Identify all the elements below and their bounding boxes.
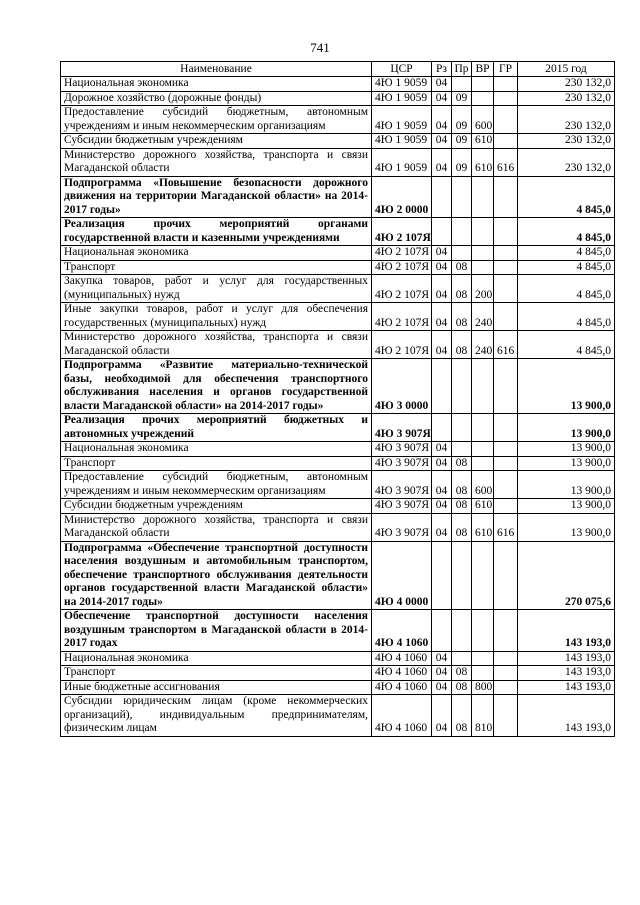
table-row: [61, 331, 615, 359]
header-sum: 2015 год: [518, 62, 615, 77]
cell-rz: 04: [432, 499, 452, 514]
cell-name: Иные бюджетные ассигнования: [61, 680, 372, 695]
page-number: 741: [310, 40, 330, 55]
cell-name: Подпрограмма «Обеспечение транспортной доступности населения воздушным и автомобильным транспортом, обеспечение транспортного обслуживания деятельности органов государственной власти Магаданской области» на 2014-2017 годы»: [61, 541, 372, 610]
cell-sum: 230 132,0: [518, 134, 615, 149]
cell-rz: 04: [432, 303, 452, 331]
cell-pr: [452, 246, 472, 261]
cell-csr: 4Ю 3 907Я: [372, 456, 432, 471]
cell-pr: 08: [452, 331, 472, 359]
table-row: [61, 651, 615, 666]
cell-gr: [494, 695, 518, 737]
cell-csr: 4Ю 4 1060: [372, 666, 432, 681]
table-row: [61, 666, 615, 681]
cell-rz: 04: [432, 246, 452, 261]
cell-rz: 04: [432, 260, 452, 275]
cell-csr: 4Ю 3 0000: [372, 359, 432, 414]
cell-name: Транспорт: [61, 666, 372, 681]
cell-gr: [494, 176, 518, 218]
cell-csr: 4Ю 2 107Я: [372, 275, 432, 303]
header-gr: ГР: [494, 62, 518, 77]
cell-name: Министерство дорожного хозяйства, транспорта и связи Магаданской области: [61, 331, 372, 359]
cell-vr: 610: [472, 513, 494, 541]
table-row: [61, 513, 615, 541]
cell-gr: 616: [494, 513, 518, 541]
cell-pr: [452, 176, 472, 218]
cell-vr: 600: [472, 106, 494, 134]
table-row: [61, 91, 615, 106]
cell-gr: [494, 442, 518, 457]
cell-sum: 13 900,0: [518, 414, 615, 442]
cell-sum: 143 193,0: [518, 651, 615, 666]
cell-vr: 610: [472, 134, 494, 149]
cell-csr: 4Ю 2 107Я: [372, 331, 432, 359]
table-row: [61, 695, 615, 737]
table-row: [61, 77, 615, 92]
cell-vr: 800: [472, 680, 494, 695]
cell-pr: [452, 541, 472, 610]
cell-gr: [494, 499, 518, 514]
cell-gr: [494, 77, 518, 92]
cell-name: Обеспечение транспортной доступности населения воздушным транспортом в Магаданской области в 2014- 2017 годах: [61, 610, 372, 652]
cell-gr: [494, 91, 518, 106]
cell-vr: [472, 651, 494, 666]
cell-vr: [472, 610, 494, 652]
cell-rz: [432, 610, 452, 652]
cell-gr: [494, 218, 518, 246]
cell-vr: [472, 414, 494, 442]
cell-vr: [472, 442, 494, 457]
cell-pr: 08: [452, 695, 472, 737]
cell-vr: [472, 359, 494, 414]
cell-csr: 4Ю 4 1060: [372, 610, 432, 652]
cell-sum: 143 193,0: [518, 610, 615, 652]
table-row: [61, 148, 615, 176]
cell-rz: [432, 359, 452, 414]
cell-sum: 270 075,6: [518, 541, 615, 610]
cell-pr: 09: [452, 148, 472, 176]
cell-sum: 13 900,0: [518, 359, 615, 414]
cell-pr: 08: [452, 456, 472, 471]
cell-gr: [494, 610, 518, 652]
cell-name: Предоставление субсидий бюджетным, автономным учреждениям и иным некоммерческим организациям: [61, 106, 372, 134]
table-row: [61, 275, 615, 303]
cell-pr: [452, 610, 472, 652]
cell-name: Министерство дорожного хозяйства, транспорта и связи Магаданской области: [61, 148, 372, 176]
cell-rz: 04: [432, 442, 452, 457]
table-row: [61, 442, 615, 457]
cell-gr: [494, 260, 518, 275]
table-row: [61, 106, 615, 134]
cell-name: Реализация прочих мероприятий бюджетных и автономных учреждений: [61, 414, 372, 442]
cell-pr: 09: [452, 91, 472, 106]
cell-gr: [494, 471, 518, 499]
cell-sum: 4 845,0: [518, 260, 615, 275]
cell-vr: [472, 91, 494, 106]
cell-rz: 04: [432, 651, 452, 666]
cell-gr: [494, 303, 518, 331]
cell-csr: 4Ю 4 1060: [372, 651, 432, 666]
cell-name: Закупка товаров, работ и услуг для государственных (муниципальных) нужд: [61, 275, 372, 303]
cell-csr: 4Ю 3 907Я: [372, 471, 432, 499]
cell-gr: [494, 651, 518, 666]
cell-pr: 08: [452, 680, 472, 695]
cell-rz: 04: [432, 331, 452, 359]
cell-sum: 230 132,0: [518, 77, 615, 92]
cell-vr: [472, 456, 494, 471]
cell-sum: 230 132,0: [518, 148, 615, 176]
cell-rz: 04: [432, 666, 452, 681]
cell-gr: [494, 275, 518, 303]
cell-rz: 04: [432, 456, 452, 471]
cell-pr: 08: [452, 275, 472, 303]
cell-name: Подпрограмма «Развитие материально-технической базы, необходимой для обеспечения транспортного обслуживания населения и органов государственной власти Магаданской области» на 2014-2017 годы»: [61, 359, 372, 414]
table-row: [61, 134, 615, 149]
cell-gr: [494, 680, 518, 695]
cell-pr: 08: [452, 471, 472, 499]
table-row: [61, 499, 615, 514]
cell-name: Реализация прочих мероприятий органами государственной власти и казенными учреждениями: [61, 218, 372, 246]
cell-csr: 4Ю 1 9059: [372, 77, 432, 92]
cell-pr: 08: [452, 513, 472, 541]
cell-sum: 230 132,0: [518, 91, 615, 106]
table-row: [61, 680, 615, 695]
cell-gr: [494, 106, 518, 134]
table-header-row: [61, 62, 615, 77]
cell-sum: 13 900,0: [518, 471, 615, 499]
cell-pr: [452, 442, 472, 457]
cell-csr: 4Ю 4 0000: [372, 541, 432, 610]
cell-pr: 09: [452, 106, 472, 134]
table-body: [61, 77, 615, 737]
cell-pr: 08: [452, 499, 472, 514]
cell-gr: [494, 246, 518, 261]
header-pr: Пр: [452, 62, 472, 77]
cell-sum: 143 193,0: [518, 666, 615, 681]
cell-csr: 4Ю 2 107Я: [372, 246, 432, 261]
cell-vr: [472, 246, 494, 261]
table-row: [61, 471, 615, 499]
cell-rz: [432, 414, 452, 442]
cell-rz: 04: [432, 680, 452, 695]
cell-pr: 08: [452, 666, 472, 681]
cell-csr: 4Ю 1 9059: [372, 106, 432, 134]
cell-csr: 4Ю 1 9059: [372, 91, 432, 106]
table-row: [61, 359, 615, 414]
cell-pr: [452, 218, 472, 246]
cell-csr: 4Ю 2 107Я: [372, 303, 432, 331]
cell-rz: 04: [432, 106, 452, 134]
cell-csr: 4Ю 1 9059: [372, 134, 432, 149]
cell-name: Транспорт: [61, 260, 372, 275]
cell-vr: [472, 77, 494, 92]
cell-name: Субсидии юридическим лицам (кроме некоммерческих организаций), индивидуальным предпринимателям, физическим лицам: [61, 695, 372, 737]
table-row: [61, 414, 615, 442]
cell-gr: [494, 666, 518, 681]
cell-rz: 04: [432, 695, 452, 737]
cell-gr: 616: [494, 148, 518, 176]
cell-name: Национальная экономика: [61, 651, 372, 666]
cell-rz: 04: [432, 275, 452, 303]
cell-name: Предоставление субсидий бюджетным, автономным учреждениям и иным некоммерческим организациям: [61, 471, 372, 499]
cell-vr: 610: [472, 499, 494, 514]
cell-vr: [472, 541, 494, 610]
cell-pr: [452, 651, 472, 666]
cell-pr: [452, 77, 472, 92]
cell-sum: 4 845,0: [518, 303, 615, 331]
cell-vr: 240: [472, 303, 494, 331]
cell-name: Министерство дорожного хозяйства, транспорта и связи Магаданской области: [61, 513, 372, 541]
cell-gr: [494, 414, 518, 442]
cell-sum: 4 845,0: [518, 218, 615, 246]
cell-name: Национальная экономика: [61, 77, 372, 92]
cell-sum: 13 900,0: [518, 442, 615, 457]
cell-gr: [494, 359, 518, 414]
cell-vr: 200: [472, 275, 494, 303]
cell-rz: [432, 541, 452, 610]
header-csr: ЦСР: [372, 62, 432, 77]
cell-name: Национальная экономика: [61, 246, 372, 261]
cell-sum: 4 845,0: [518, 275, 615, 303]
table-row: [61, 456, 615, 471]
cell-sum: 4 845,0: [518, 331, 615, 359]
cell-csr: 4Ю 3 907Я: [372, 442, 432, 457]
cell-sum: 4 845,0: [518, 176, 615, 218]
cell-csr: 4Ю 4 1060: [372, 695, 432, 737]
cell-sum: 13 900,0: [518, 499, 615, 514]
header-name: Наименование: [61, 62, 372, 77]
cell-vr: 600: [472, 471, 494, 499]
cell-csr: 4Ю 3 907Я: [372, 499, 432, 514]
table-row: [61, 541, 615, 610]
cell-sum: 230 132,0: [518, 106, 615, 134]
cell-name: Дорожное хозяйство (дорожные фонды): [61, 91, 372, 106]
cell-sum: 13 900,0: [518, 456, 615, 471]
cell-gr: 616: [494, 331, 518, 359]
cell-vr: [472, 218, 494, 246]
header-rz: Рз: [432, 62, 452, 77]
cell-rz: 04: [432, 471, 452, 499]
cell-gr: [494, 456, 518, 471]
cell-name: Подпрограмма «Повышение безопасности дорожного движения на территории Магаданской области» на 2014-2017 годы»: [61, 176, 372, 218]
cell-csr: 4Ю 3 907Я: [372, 414, 432, 442]
cell-name: Транспорт: [61, 456, 372, 471]
cell-pr: 08: [452, 260, 472, 275]
cell-rz: 04: [432, 513, 452, 541]
cell-csr: 4Ю 3 907Я: [372, 513, 432, 541]
cell-rz: [432, 218, 452, 246]
cell-pr: 09: [452, 134, 472, 149]
budget-table: [60, 61, 615, 737]
cell-sum: 4 845,0: [518, 246, 615, 261]
cell-pr: [452, 414, 472, 442]
cell-name: Иные закупки товаров, работ и услуг для обеспечения государственных (муниципальных) нужд: [61, 303, 372, 331]
cell-name: Субсидии бюджетным учреждениям: [61, 499, 372, 514]
cell-vr: 610: [472, 148, 494, 176]
cell-rz: 04: [432, 77, 452, 92]
cell-gr: [494, 134, 518, 149]
cell-sum: 143 193,0: [518, 695, 615, 737]
cell-csr: 4Ю 2 0000: [372, 176, 432, 218]
header-vr: ВР: [472, 62, 494, 77]
cell-rz: 04: [432, 134, 452, 149]
cell-vr: [472, 176, 494, 218]
cell-sum: 13 900,0: [518, 513, 615, 541]
cell-pr: [452, 359, 472, 414]
table-row: [61, 610, 615, 652]
cell-name: Субсидии бюджетным учреждениям: [61, 134, 372, 149]
cell-rz: 04: [432, 91, 452, 106]
table-row: [61, 246, 615, 261]
cell-csr: 4Ю 2 107Я: [372, 260, 432, 275]
table-row: [61, 303, 615, 331]
cell-gr: [494, 541, 518, 610]
cell-csr: 4Ю 4 1060: [372, 680, 432, 695]
cell-csr: 4Ю 2 107Я: [372, 218, 432, 246]
cell-rz: [432, 176, 452, 218]
cell-vr: 240: [472, 331, 494, 359]
cell-csr: 4Ю 1 9059: [372, 148, 432, 176]
cell-sum: 143 193,0: [518, 680, 615, 695]
cell-vr: 810: [472, 695, 494, 737]
cell-rz: 04: [432, 148, 452, 176]
cell-vr: [472, 666, 494, 681]
cell-vr: [472, 260, 494, 275]
cell-pr: 08: [452, 303, 472, 331]
table-row: [61, 218, 615, 246]
table-row: [61, 176, 615, 218]
cell-name: Национальная экономика: [61, 442, 372, 457]
table-row: [61, 260, 615, 275]
